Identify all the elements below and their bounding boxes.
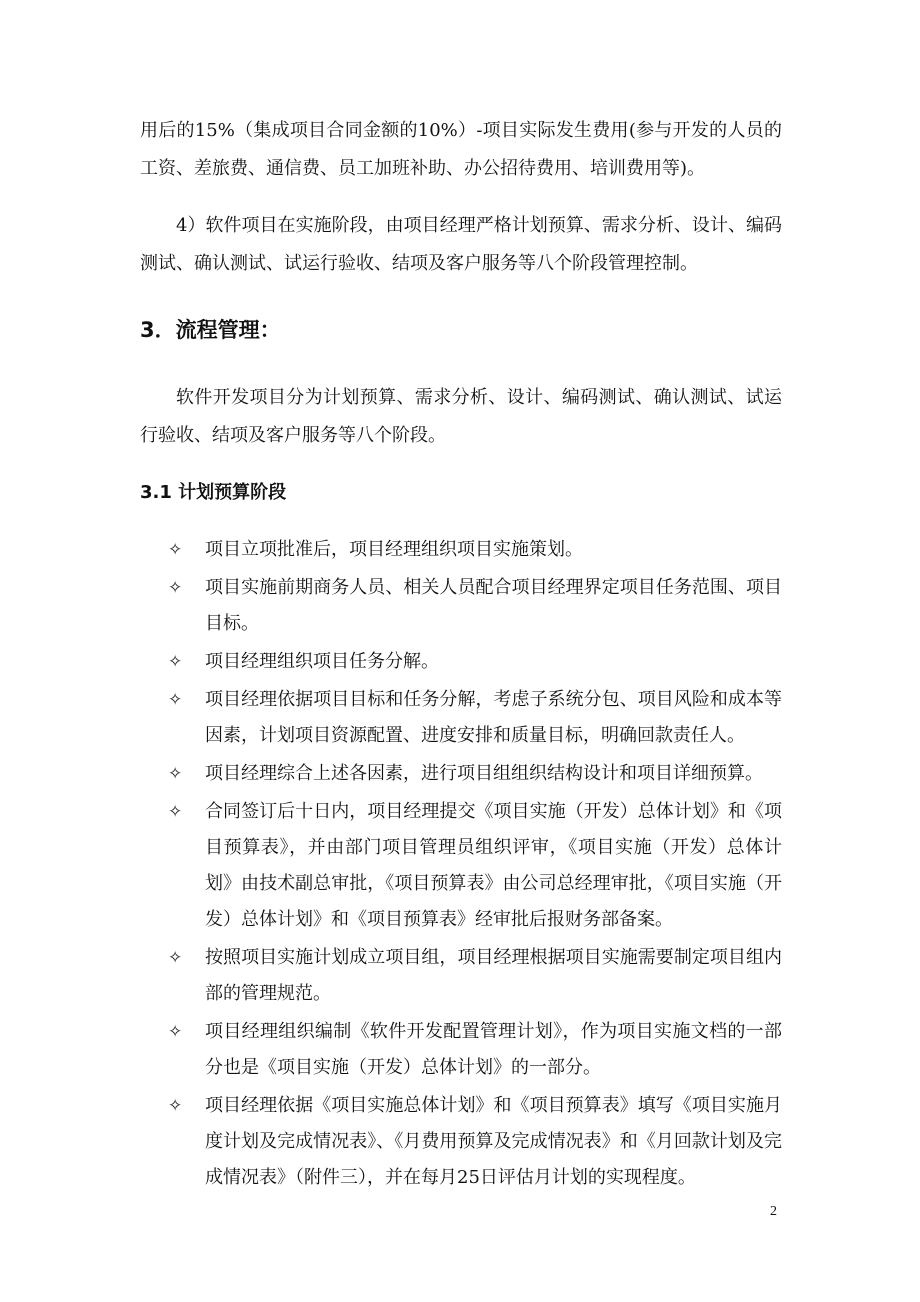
page-number: 2 <box>770 1204 777 1219</box>
bullet-text: 项目经理组织项目任务分解。 <box>205 651 439 672</box>
diamond-star-bullet-icon: ✧ <box>168 690 183 710</box>
bullet-item <box>168 794 782 938</box>
bullet-text: 项目经理依据项目目标和任务分解，考虑子系统分包、项目风险和成本等因素，计划项目资源配置、进度安排和质量目标，明确回款责任人。 <box>205 689 782 746</box>
bullet-item <box>168 940 782 1012</box>
continuation-paragraph: 用后的15%（集成项目合同金额的10%）-项目实际发生费用(参与开发的人员的工资、差旅费、通信费、员工加班补助、办公招待费用、培训费用等)。 <box>140 120 782 179</box>
bullet-text: 项目经理综合上述各因素，进行项目组组织结构设计和项目详细预算。 <box>205 763 763 784</box>
bullet-item <box>168 570 782 642</box>
bullet-item <box>168 644 782 680</box>
planning-bullet-list <box>168 532 782 1198</box>
diamond-star-bullet-icon: ✧ <box>168 1022 183 1042</box>
bullet-text: 项目立项批准后，项目经理组织项目实施策划。 <box>205 539 583 560</box>
diamond-star-bullet-icon: ✧ <box>168 948 183 968</box>
diamond-star-bullet-icon: ✧ <box>168 540 183 560</box>
bullet-item <box>168 1088 782 1196</box>
diamond-star-bullet-icon: ✧ <box>168 578 183 598</box>
bullet-text: 项目经理组织编制《软件开发配置管理计划》，作为项目实施文档的一部分也是《项目实施（开发）总体计划》的一部分。 <box>205 1021 782 1078</box>
section-3-1-heading: 3.1 计划预算阶段 <box>140 482 287 503</box>
bullet-item <box>168 1014 782 1086</box>
item-4-paragraph: 4）软件项目在实施阶段，由项目经理严格计划预算、需求分析、设计、编码测试、确认测试、试运行验收、结项及客户服务等八个阶段管理控制。 <box>140 215 782 274</box>
bullet-item <box>168 532 782 568</box>
bullet-text: 按照项目实施计划成立项目组，项目经理根据项目实施需要制定项目组内部的管理规范。 <box>205 947 782 1004</box>
bullet-item <box>168 756 782 792</box>
bullet-text: 合同签订后十日内，项目经理提交《项目实施（开发）总体计划》和《项目预算表》，并由部门项目管理员组织评审，《项目实施（开发）总体计划》由技术副总审批，《项目预算表》由公司总经理审批，《项目实施（开发）总体计划》和《项目预算表》经审批后报财务部备案。 <box>205 801 782 930</box>
bullet-item <box>168 682 782 754</box>
diamond-star-bullet-icon: ✧ <box>168 802 183 822</box>
diamond-star-bullet-icon: ✧ <box>168 652 183 672</box>
section-3-paragraph: 软件开发项目分为计划预算、需求分析、设计、编码测试、确认测试、试运行验收、结项及客户服务等八个阶段。 <box>140 387 782 446</box>
bullet-text: 项目实施前期商务人员、相关人员配合项目经理界定项目任务范围、项目目标。 <box>205 577 782 634</box>
diamond-star-bullet-icon: ✧ <box>168 764 183 784</box>
bullet-text: 项目经理依据《项目实施总体计划》和《项目预算表》填写《项目实施月度计划及完成情况表》、《月费用预算及完成情况表》和《月回款计划及完成情况表》（附件三），并在每月25日评估月计划的实现程度。 <box>205 1095 782 1188</box>
diamond-star-bullet-icon: ✧ <box>168 1096 183 1116</box>
section-3-heading: 3．流程管理： <box>140 318 281 342</box>
